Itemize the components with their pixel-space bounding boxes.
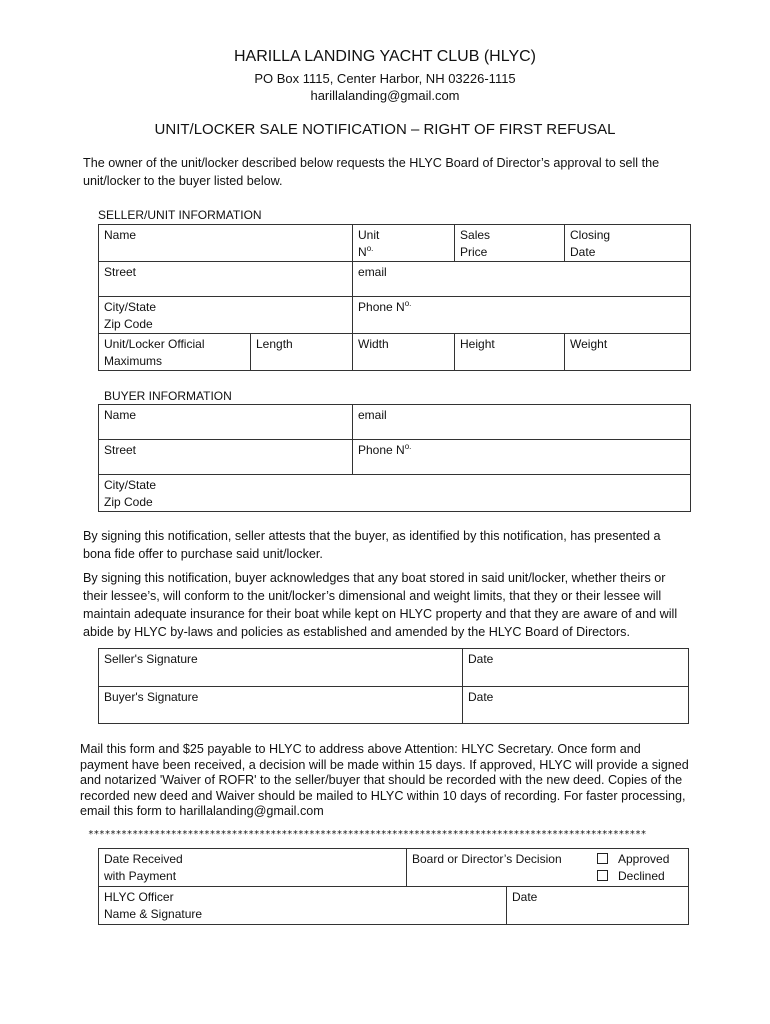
seller-attestation: By signing this notification, seller attests that the buyer, as identified by this notification, has presented a bona fide offer to purchase said unit/locker. bbox=[83, 529, 661, 561]
buyer-attestation: By signing this notification, buyer acknowledges that any boat stored in said unit/locker, whether theirs or their lessee’s, will conform to the unit/locker’s dimensional and weight limits, that they or their lessee will maintain adequate insurance for their boat while kept on HLYC property and that they are aware of and will abide by HLYC by-laws and policies as established and amended by the HLYC Board of Directors. bbox=[83, 571, 678, 639]
club-name: HARILLA LANDING YACHT CLUB (HLYC) bbox=[233, 48, 536, 65]
maximums-label: Unit/Locker Official Maximums bbox=[99, 334, 251, 371]
height-field[interactable]: Height bbox=[455, 334, 565, 371]
board-decision-field: Board or Director’s Decision Approved Declined bbox=[407, 849, 689, 887]
declined-option[interactable]: Declined bbox=[597, 868, 669, 885]
seller-signature-field[interactable]: Seller's Signature bbox=[99, 649, 463, 687]
seller-phone-field[interactable]: Phone $N^{o.}$ bbox=[353, 297, 691, 334]
separator-line: ***************************************************************************************************** bbox=[88, 829, 647, 840]
sales-price-field[interactable]: Sales Price bbox=[455, 225, 565, 262]
seller-name-field[interactable]: Name bbox=[99, 225, 353, 262]
seller-email-field[interactable]: email bbox=[353, 262, 691, 297]
form-title: UNIT/LOCKER SALE NOTIFICATION – RIGHT OF FIRST REFUSAL bbox=[154, 121, 616, 138]
seller-info-table bbox=[98, 224, 691, 371]
buyer-section-label: BUYER INFORMATION bbox=[104, 389, 232, 403]
intro-text: The owner of the unit/locker described below requests the HLYC Board of Director’s approval to sell the unit/locker to the buyer listed below. bbox=[83, 156, 660, 188]
buyer-signature-field[interactable]: Buyer's Signature bbox=[99, 687, 463, 724]
buyer-date-field[interactable]: Date bbox=[463, 687, 689, 724]
approved-checkbox[interactable] bbox=[597, 853, 608, 864]
seller-date-field[interactable]: Date bbox=[463, 649, 689, 687]
approved-option[interactable]: Approved bbox=[597, 851, 669, 868]
width-field[interactable]: Width bbox=[353, 334, 455, 371]
hlyc-officer-field[interactable]: HLYC Officer Name & Signature bbox=[99, 887, 507, 925]
closing-date-field[interactable]: Closing Date bbox=[565, 225, 691, 262]
buyer-street-field[interactable]: Street bbox=[99, 440, 353, 475]
club-address: PO Box 1115, Center Harbor, NH 03226-1115 bbox=[254, 71, 516, 86]
length-field[interactable]: Length bbox=[251, 334, 353, 371]
buyer-info-table bbox=[98, 404, 691, 512]
unit-number-field[interactable]: Unit $N^{o.}$ bbox=[353, 225, 455, 262]
buyer-email-field[interactable]: email bbox=[353, 405, 691, 440]
club-email: harillalanding@gmail.com bbox=[310, 88, 460, 103]
seller-section-label: SELLER/UNIT INFORMATION bbox=[98, 208, 262, 222]
buyer-city-state-field[interactable]: City/State Zip Code bbox=[99, 475, 691, 512]
buyer-phone-field[interactable]: Phone $N^{o.}$ bbox=[353, 440, 691, 475]
office-use-table bbox=[98, 848, 689, 925]
signature-table bbox=[98, 648, 689, 724]
seller-street-field[interactable]: Street bbox=[99, 262, 353, 297]
declined-checkbox[interactable] bbox=[597, 870, 608, 881]
office-date-field[interactable]: Date bbox=[507, 887, 689, 925]
weight-field[interactable]: Weight bbox=[565, 334, 691, 371]
buyer-name-field[interactable]: Name bbox=[99, 405, 353, 440]
seller-city-state-field[interactable]: City/State Zip Code bbox=[99, 297, 353, 334]
date-received-field[interactable]: Date Received with Payment bbox=[99, 849, 407, 887]
mail-instructions: Mail this form and $25 payable to HLYC to address above Attention: HLYC Secretary. Once form and payment have been received, a decision will be made within 15 days. If approved, HLYC will provide a signed and notarized 'Waiver of ROFR' to the seller/buyer that should be recorded with the new deed. Copies of the recorded new deed and Waiver should be mailed to HLYC within 10 days of recording. For faster processing, email this form to harillalanding@gmail.com bbox=[80, 742, 689, 818]
